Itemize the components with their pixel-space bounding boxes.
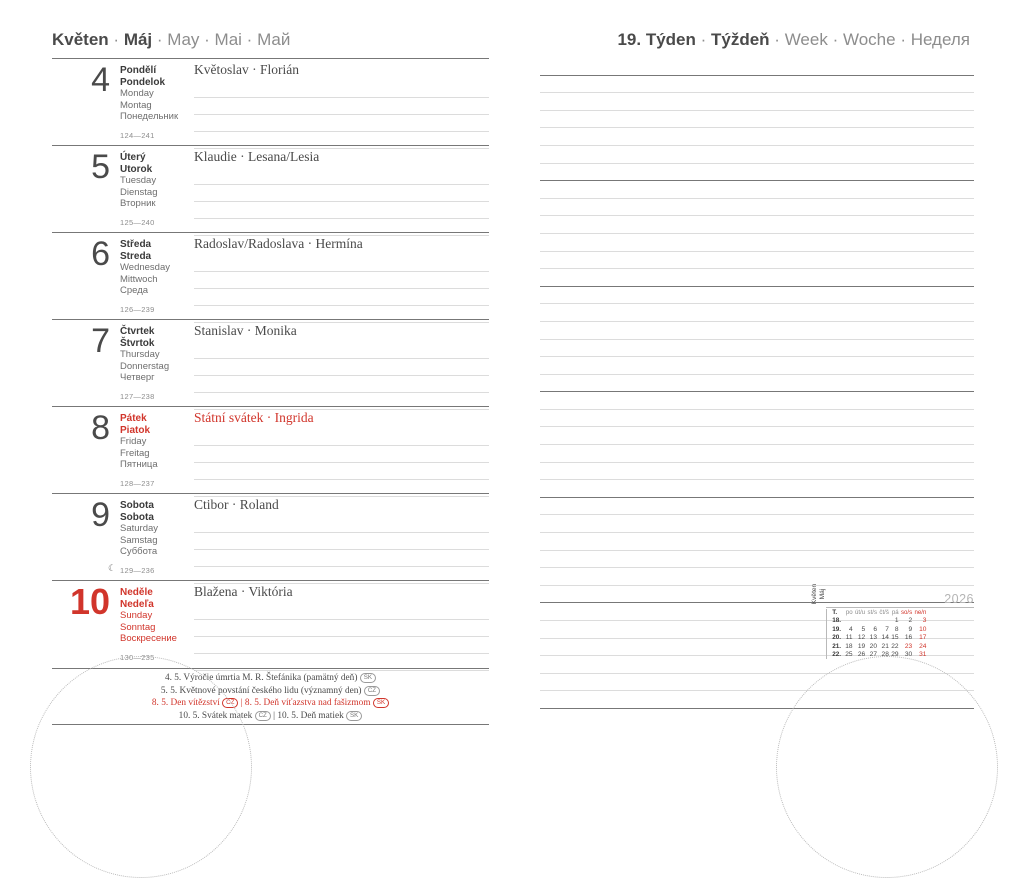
date-cell[interactable]: 30 [904, 651, 913, 659]
writing-lines[interactable] [194, 603, 489, 671]
day-of-year: 129—236 [120, 566, 155, 575]
day-number: 7 [91, 322, 110, 360]
weekday-names [120, 239, 182, 297]
day-block[interactable] [52, 232, 489, 319]
week-label-sk: Týždeň [711, 30, 770, 49]
name-day: Radoslav/Radoslava · Hermína [194, 236, 363, 251]
day-of-year: 130—235 [120, 653, 155, 662]
date-cell[interactable]: 29 [891, 651, 899, 659]
weekday-de: Samstag [120, 534, 158, 546]
date-cell[interactable]: 28 [881, 651, 889, 659]
weekday-sk: Utorok [120, 163, 153, 175]
weekday-de: Mittwoch [120, 273, 158, 285]
date-cell[interactable]: 15 [891, 634, 899, 642]
writing-lines[interactable] [194, 255, 489, 323]
week-number-cell: 21. [832, 642, 842, 650]
day-block[interactable] [52, 319, 489, 406]
note-text: 4. 5. Výročie úmrtia M. R. Štefánika (pamätný deň) [164, 673, 358, 683]
day-of-year: 127—238 [120, 392, 155, 401]
date-cell[interactable]: 13 [869, 634, 878, 642]
mini-calendar-week-row [831, 617, 928, 625]
month-name-sk: Máj [123, 30, 153, 49]
note-text: 8. 5. Den vítězství [151, 698, 220, 709]
date-cell[interactable]: 11 [845, 634, 853, 642]
weekday-ru: Понедельник [120, 111, 179, 123]
weekday-sk: Piatok [120, 424, 151, 436]
weekday-de: Sonntag [120, 621, 156, 633]
date-cell[interactable]: 17 [919, 634, 927, 642]
date-cell[interactable]: 10 [919, 625, 927, 633]
country-tag: CZ [222, 698, 238, 708]
country-tag: SK [373, 698, 389, 708]
date-cell[interactable] [844, 617, 854, 625]
day-of-year: 126—239 [120, 305, 155, 314]
wd-ne: ne/n [914, 609, 927, 616]
weekday-ru: Четверг [120, 372, 155, 384]
date-cell[interactable] [878, 617, 890, 625]
page-corner-arc-right [776, 656, 998, 878]
weekday-sk: Nedeľa [120, 598, 154, 610]
month-name-de: Mai [214, 30, 242, 49]
country-tag: CZ [364, 686, 380, 696]
day-of-year: 125—240 [120, 218, 155, 227]
page-spine [512, 0, 513, 768]
weekday-en: Tuesday [120, 175, 157, 187]
weekday-en: Thursday [120, 349, 160, 361]
mini-calendar-header-row [831, 609, 928, 617]
month-name-ru: Май [257, 30, 291, 49]
name-day: Blažena · Viktória [194, 584, 293, 599]
week-label-en: Week [784, 30, 828, 49]
writing-lines[interactable] [194, 342, 489, 410]
weekday-de: Donnerstag [120, 360, 170, 372]
weekday-ru: Вторник [120, 198, 156, 210]
week-col-header: T. [832, 609, 838, 616]
weekday-names [120, 65, 182, 123]
week-number-cell: 19. [832, 625, 842, 633]
date-cell[interactable]: 26 [857, 651, 866, 659]
date-cell[interactable]: 1 [894, 617, 899, 625]
day-number: 10 [69, 581, 110, 622]
day-block[interactable] [52, 580, 489, 667]
wd-st: st/s [867, 609, 878, 616]
name-day: Květoslav · Florián [194, 62, 299, 77]
writing-lines[interactable] [194, 516, 489, 584]
date-cell[interactable]: 27 [869, 651, 878, 659]
date-cell[interactable]: 25 [845, 651, 853, 659]
date-cell[interactable]: 22 [891, 642, 899, 650]
weekday-cs: Čtvrtek [120, 326, 155, 337]
week-label-ru: Неделя [910, 30, 970, 49]
weekday-names [120, 326, 182, 384]
writing-lines[interactable] [194, 81, 489, 149]
name-day: Stanislav · Monika [194, 323, 297, 338]
note-text: 5. 5. Květnové povstání českého lidu (významný den) [160, 685, 362, 696]
weekday-ru: Среда [120, 285, 149, 297]
writing-lines[interactable] [194, 168, 489, 236]
month-name-en: May [167, 30, 200, 49]
date-cell[interactable]: 12 [857, 634, 866, 642]
day-block[interactable] [52, 406, 489, 493]
mini-calendar-week-row [831, 634, 928, 642]
weekday-sk: Štvrtok [120, 337, 155, 349]
date-cell[interactable]: 31 [919, 651, 927, 659]
note-row: 10. 5. Svátek matek CZ | 10. 5. Deň matiek SK [52, 710, 489, 723]
date-cell[interactable]: 8 [894, 625, 899, 633]
weekday-sk: Pondelok [120, 76, 166, 88]
date-cell[interactable] [854, 617, 867, 625]
right-page-header: 19. Týden · Týždeň · Week · Woche · Неделя [617, 30, 970, 49]
date-cell[interactable]: 9 [908, 625, 913, 633]
weekday-cs: Pátek [120, 413, 147, 424]
weekday-en: Wednesday [120, 262, 170, 274]
page-corner-arc-left [30, 656, 252, 878]
left-page-header: Květen · Máj · May · Mai · Май [52, 30, 291, 49]
day-number: 9 [91, 496, 110, 534]
day-number: 8 [91, 409, 110, 447]
mini-calendar-week-row [831, 626, 928, 634]
date-cell[interactable]: 21 [881, 642, 889, 650]
name-day: Klaudie · Lesana/Lesia [194, 149, 320, 164]
weekday-en: Saturday [120, 523, 159, 535]
weekday-cs: Sobota [120, 500, 154, 511]
weekday-de: Montag [120, 99, 152, 111]
weekday-cs: Středa [120, 239, 152, 250]
weekday-en: Monday [120, 88, 154, 100]
day-block[interactable] [52, 493, 489, 580]
date-cell[interactable]: 18 [845, 642, 853, 650]
day-number: 6 [91, 235, 110, 273]
mini-calendar-month-label: Květen Máj [811, 583, 826, 605]
wd-so: so/s [900, 609, 913, 616]
weekday-en: Sunday [120, 610, 153, 622]
weekday-ru: Воскресение [120, 633, 177, 645]
writing-lines[interactable] [194, 429, 489, 497]
wd-ut: út/u [854, 609, 866, 616]
date-cell[interactable]: 19 [857, 642, 866, 650]
week-label-cs: Týden [645, 30, 696, 49]
weekday-ru: Суббота [120, 546, 158, 558]
date-cell[interactable]: 2 [908, 617, 913, 625]
weekday-de: Freitag [120, 447, 150, 459]
note-text: 10. 5. Svátek matek [178, 710, 253, 721]
country-tag: SK [346, 711, 362, 721]
note-text-alt: 10. 5. Deň matiek [277, 710, 344, 721]
date-cell[interactable]: 6 [873, 625, 878, 633]
moon-phase-icon: ☾ [108, 563, 117, 573]
date-cell[interactable]: 24 [919, 642, 927, 650]
weekday-names [120, 500, 182, 558]
day-block-list [52, 58, 489, 667]
date-cell[interactable]: 4 [848, 625, 853, 633]
weekday-cs: Pondělí [120, 65, 157, 76]
day-of-year: 124—241 [120, 131, 155, 140]
wd-po: po [845, 609, 853, 616]
week-number: 19. [617, 30, 642, 49]
note-row: 8. 5. Den vítězství CZ | 8. 5. Deň víťazstva nad fašizmom SK [52, 697, 489, 710]
mini-calendar-table [831, 609, 928, 659]
date-cell[interactable]: 20 [869, 642, 878, 650]
country-tag: CZ [255, 711, 271, 721]
name-day: Ctibor · Roland [194, 497, 279, 512]
date-cell[interactable]: 23 [904, 642, 913, 650]
weekday-names [120, 413, 182, 471]
day-number: 4 [91, 61, 110, 99]
mini-month-calendar[interactable] [811, 583, 974, 659]
mini-calendar-week-row [831, 643, 928, 651]
date-cell[interactable]: 3 [922, 617, 927, 625]
month-name-cs: Květen [52, 30, 109, 49]
day-block[interactable] [52, 145, 489, 232]
date-cell[interactable] [866, 617, 878, 625]
date-cell[interactable]: 14 [881, 634, 889, 642]
name-day: Státní svátek · Ingrida [194, 410, 314, 425]
week-number-cell: 18. [832, 617, 842, 625]
weekday-ru: Пятница [120, 459, 158, 471]
note-text-alt: 8. 5. Deň víťazstva nad fašizmom [244, 698, 371, 709]
mini-calendar-year: 2026 [944, 592, 974, 606]
week-number-cell: 20. [832, 634, 842, 642]
week-number-cell: 22. [832, 651, 842, 659]
weekday-sk: Sobota [120, 511, 154, 523]
week-label-de: Woche [842, 30, 896, 49]
weekday-names [120, 587, 182, 645]
date-cell[interactable]: 5 [861, 625, 866, 633]
day-of-year: 128—237 [120, 479, 155, 488]
weekday-names [120, 152, 182, 210]
day-block[interactable] [52, 58, 489, 145]
weekday-cs: Úterý [120, 152, 146, 163]
weekday-en: Friday [120, 436, 147, 448]
wd-pa: pá [891, 609, 899, 616]
day-number: 5 [91, 148, 110, 186]
date-cell[interactable]: 7 [885, 625, 889, 633]
weekday-sk: Streda [120, 250, 152, 262]
date-cell[interactable]: 16 [904, 634, 913, 642]
weekday-de: Dienstag [120, 186, 158, 198]
wd-ct: čt/š [879, 609, 889, 616]
weekday-cs: Neděle [120, 587, 153, 598]
country-tag: SK [360, 673, 376, 683]
